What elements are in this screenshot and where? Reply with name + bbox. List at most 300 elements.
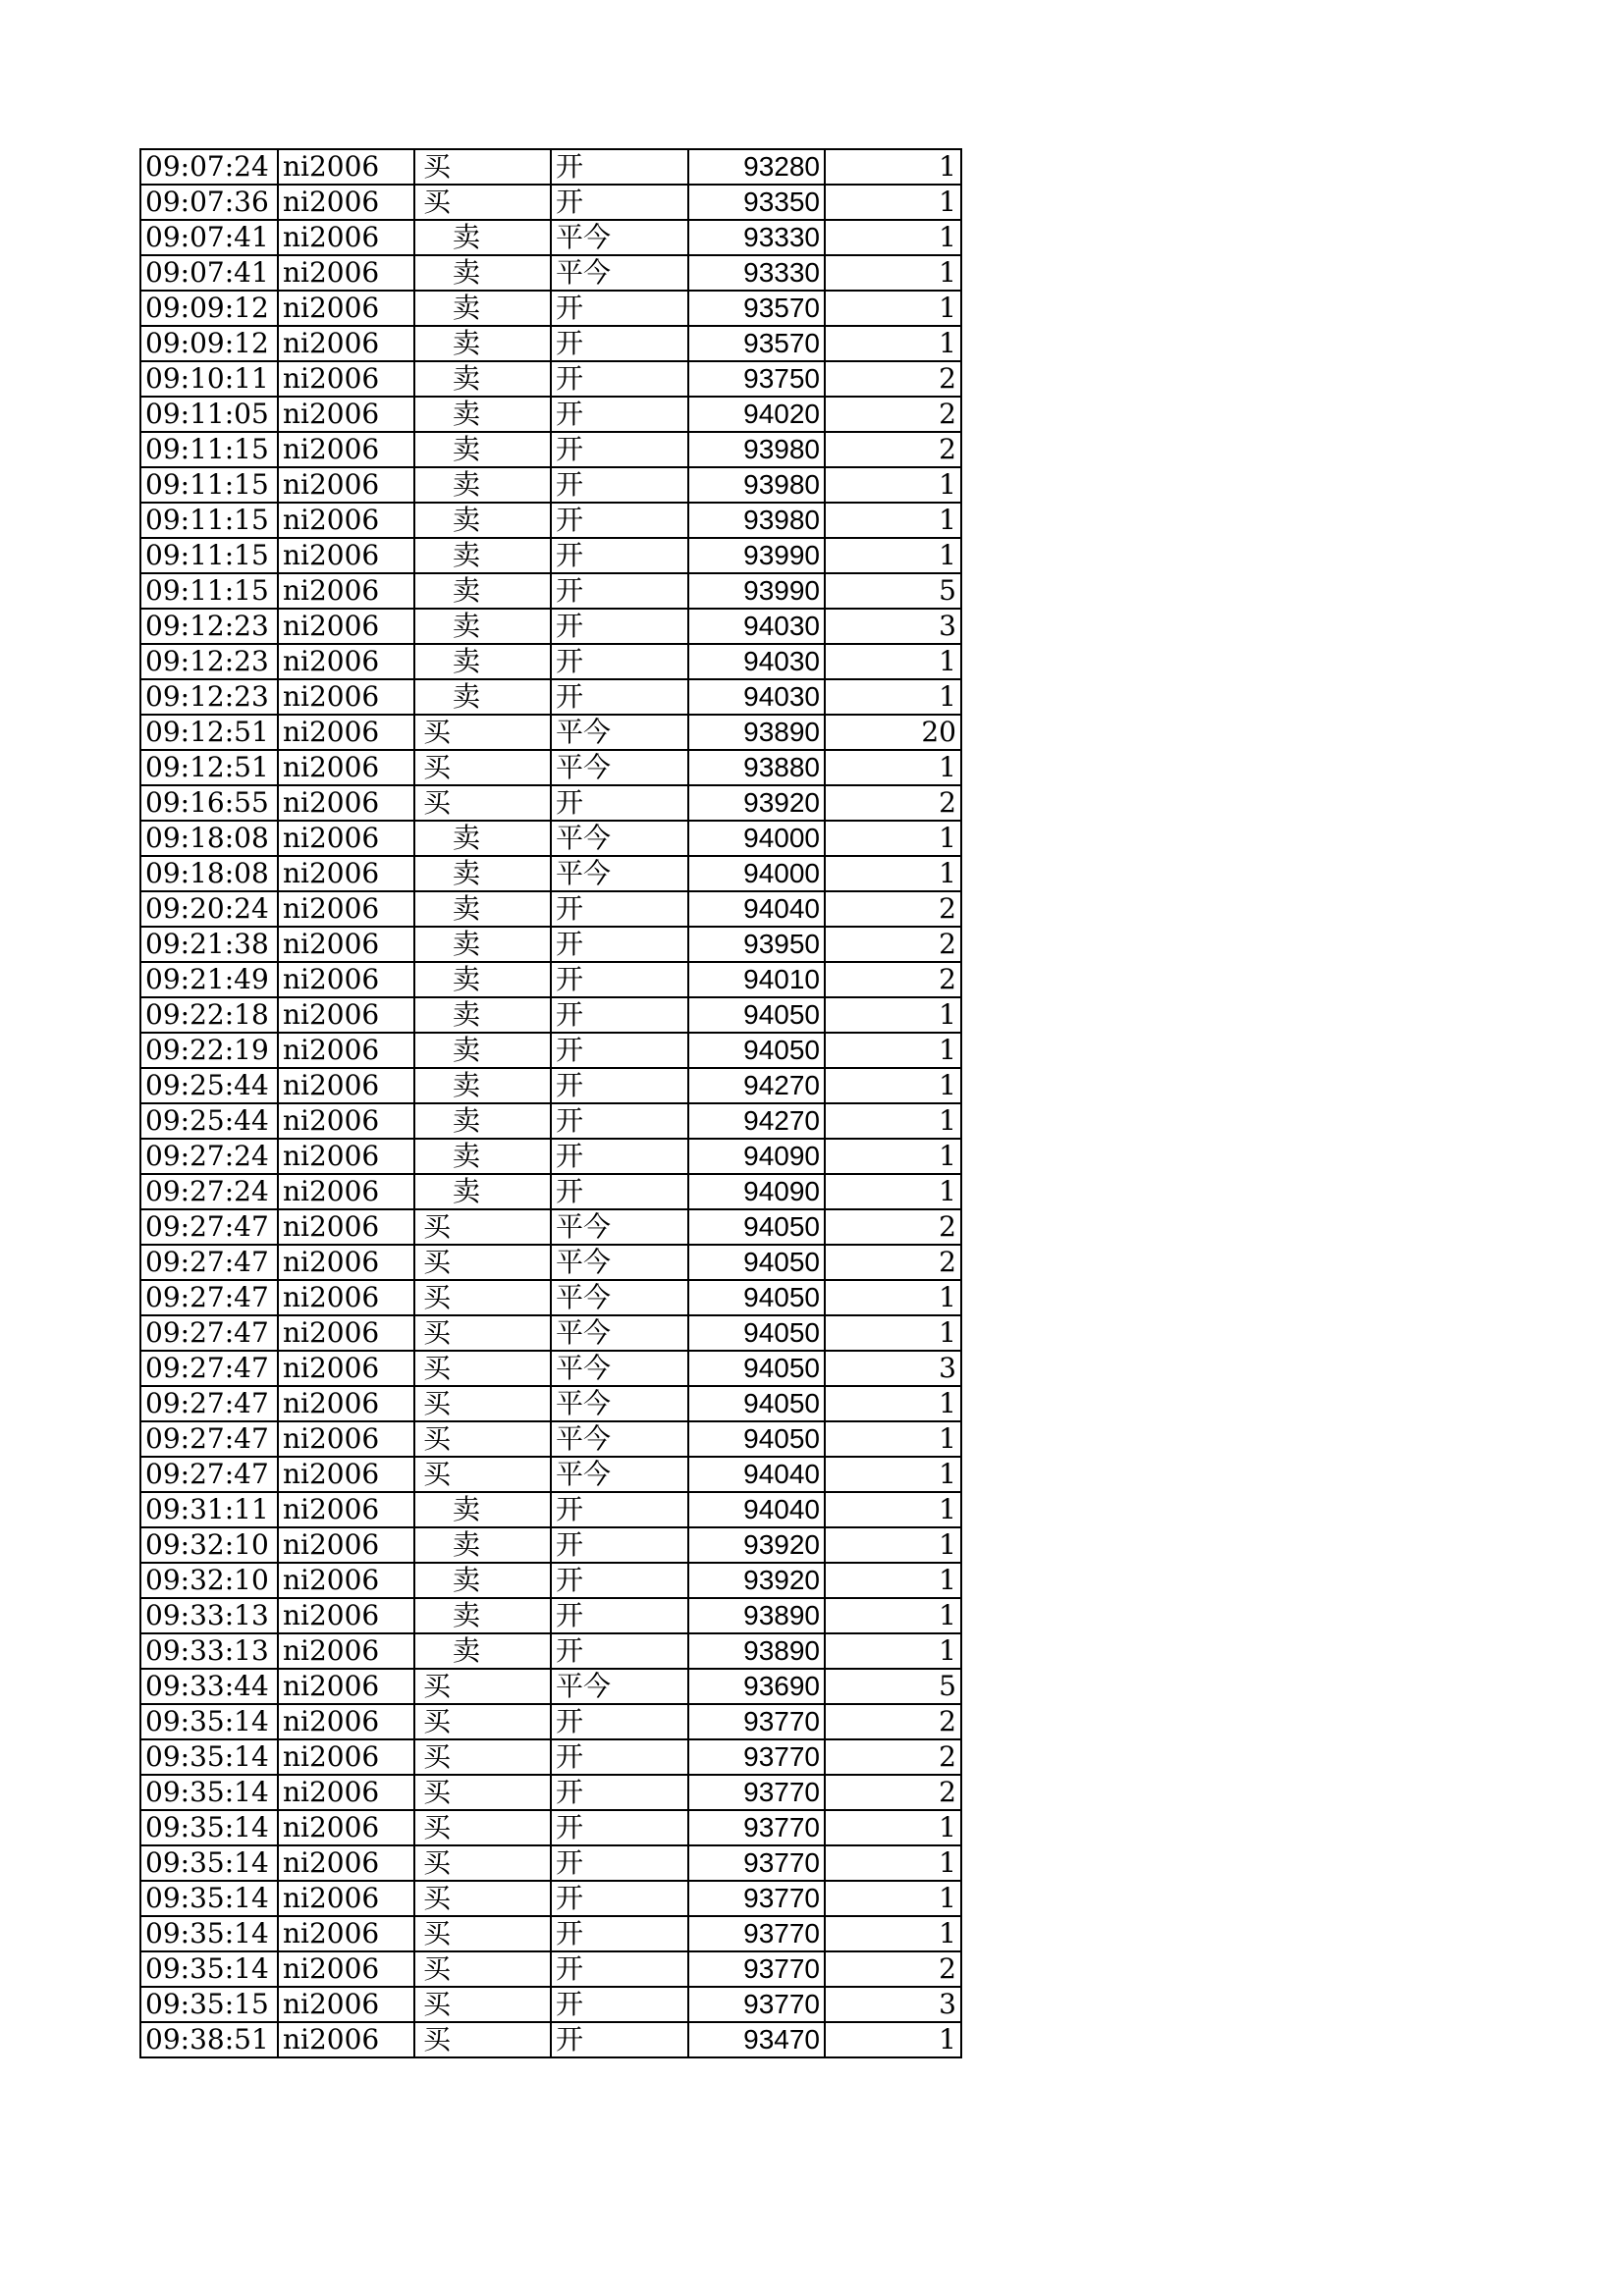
time-cell: 09:27:47 <box>140 1457 278 1492</box>
open-close-cell: 开 <box>551 361 688 397</box>
open-close-cell: 开 <box>551 679 688 715</box>
time-cell: 09:33:13 <box>140 1598 278 1633</box>
table-row <box>140 1704 961 1739</box>
direction-cell: 买 <box>414 1881 551 1916</box>
time-cell: 09:35:15 <box>140 1987 278 2022</box>
quantity-cell: 2 <box>825 927 961 962</box>
direction-cell: 买 <box>414 1739 551 1775</box>
price-cell: 94050 <box>688 1280 825 1315</box>
symbol-cell: ni2006 <box>278 361 414 397</box>
table-row <box>140 1845 961 1881</box>
time-cell: 09:38:51 <box>140 2022 278 2057</box>
direction-cell: 卖 <box>414 573 551 609</box>
quantity-cell: 1 <box>825 2022 961 2057</box>
quantity-cell: 2 <box>825 1951 961 1987</box>
quantity-cell: 1 <box>825 1139 961 1174</box>
open-close-cell: 开 <box>551 1704 688 1739</box>
direction-cell: 卖 <box>414 679 551 715</box>
table-row <box>140 1563 961 1598</box>
direction-cell: 买 <box>414 1386 551 1421</box>
price-cell: 93770 <box>688 1845 825 1881</box>
open-close-cell: 开 <box>551 785 688 821</box>
quantity-cell: 1 <box>825 856 961 891</box>
symbol-cell: ni2006 <box>278 785 414 821</box>
table-row <box>140 2022 961 2057</box>
price-cell: 94040 <box>688 891 825 927</box>
symbol-cell: ni2006 <box>278 397 414 432</box>
direction-cell: 卖 <box>414 644 551 679</box>
time-cell: 09:27:47 <box>140 1315 278 1351</box>
price-cell: 93690 <box>688 1669 825 1704</box>
symbol-cell: ni2006 <box>278 291 414 326</box>
time-cell: 09:35:14 <box>140 1739 278 1775</box>
direction-cell: 买 <box>414 750 551 785</box>
time-cell: 09:27:47 <box>140 1280 278 1315</box>
direction-cell: 买 <box>414 1916 551 1951</box>
symbol-cell: ni2006 <box>278 1987 414 2022</box>
direction-cell: 卖 <box>414 997 551 1033</box>
open-close-cell: 开 <box>551 891 688 927</box>
quantity-cell: 1 <box>825 503 961 538</box>
symbol-cell: ni2006 <box>278 1951 414 1987</box>
direction-cell: 卖 <box>414 1033 551 1068</box>
price-cell: 93770 <box>688 1987 825 2022</box>
quantity-cell: 1 <box>825 1563 961 1598</box>
quantity-cell: 3 <box>825 1987 961 2022</box>
quantity-cell: 1 <box>825 291 961 326</box>
price-cell: 94010 <box>688 962 825 997</box>
direction-cell: 买 <box>414 1987 551 2022</box>
price-cell: 93770 <box>688 1951 825 1987</box>
quantity-cell: 1 <box>825 149 961 185</box>
time-cell: 09:11:05 <box>140 397 278 432</box>
time-cell: 09:27:47 <box>140 1386 278 1421</box>
price-cell: 94050 <box>688 1421 825 1457</box>
price-cell: 94030 <box>688 679 825 715</box>
price-cell: 94000 <box>688 856 825 891</box>
quantity-cell: 1 <box>825 1633 961 1669</box>
symbol-cell: ni2006 <box>278 220 414 255</box>
symbol-cell: ni2006 <box>278 927 414 962</box>
open-close-cell: 平今 <box>551 1315 688 1351</box>
quantity-cell: 2 <box>825 361 961 397</box>
direction-cell: 卖 <box>414 1139 551 1174</box>
time-cell: 09:21:38 <box>140 927 278 962</box>
direction-cell: 卖 <box>414 1563 551 1598</box>
time-cell: 09:18:08 <box>140 856 278 891</box>
open-close-cell: 平今 <box>551 1386 688 1421</box>
table-row <box>140 1139 961 1174</box>
price-cell: 94000 <box>688 821 825 856</box>
direction-cell: 卖 <box>414 1068 551 1103</box>
direction-cell: 卖 <box>414 255 551 291</box>
quantity-cell: 1 <box>825 750 961 785</box>
time-cell: 09:27:24 <box>140 1174 278 1209</box>
quantity-cell: 1 <box>825 326 961 361</box>
direction-cell: 卖 <box>414 1103 551 1139</box>
table-row <box>140 1245 961 1280</box>
symbol-cell: ni2006 <box>278 1669 414 1704</box>
quantity-cell: 2 <box>825 962 961 997</box>
quantity-cell: 1 <box>825 1174 961 1209</box>
open-close-cell: 开 <box>551 609 688 644</box>
quantity-cell: 5 <box>825 573 961 609</box>
direction-cell: 卖 <box>414 538 551 573</box>
time-cell: 09:31:11 <box>140 1492 278 1527</box>
quantity-cell: 1 <box>825 1845 961 1881</box>
time-cell: 09:20:24 <box>140 891 278 927</box>
quantity-cell: 2 <box>825 432 961 467</box>
price-cell: 93330 <box>688 255 825 291</box>
table-row <box>140 538 961 573</box>
quantity-cell: 1 <box>825 997 961 1033</box>
symbol-cell: ni2006 <box>278 1315 414 1351</box>
open-close-cell: 开 <box>551 573 688 609</box>
direction-cell: 卖 <box>414 1174 551 1209</box>
open-close-cell: 开 <box>551 1633 688 1669</box>
open-close-cell: 开 <box>551 538 688 573</box>
table-row <box>140 1916 961 1951</box>
table-row <box>140 326 961 361</box>
open-close-cell: 开 <box>551 1987 688 2022</box>
time-cell: 09:09:12 <box>140 326 278 361</box>
symbol-cell: ni2006 <box>278 1245 414 1280</box>
symbol-cell: ni2006 <box>278 1633 414 1669</box>
time-cell: 09:12:23 <box>140 609 278 644</box>
table-row <box>140 609 961 644</box>
open-close-cell: 开 <box>551 1527 688 1563</box>
open-close-cell: 开 <box>551 467 688 503</box>
direction-cell: 卖 <box>414 432 551 467</box>
table-row <box>140 1457 961 1492</box>
quantity-cell: 1 <box>825 1315 961 1351</box>
price-cell: 93570 <box>688 326 825 361</box>
symbol-cell: ni2006 <box>278 679 414 715</box>
time-cell: 09:12:23 <box>140 644 278 679</box>
quantity-cell: 3 <box>825 1351 961 1386</box>
direction-cell: 卖 <box>414 962 551 997</box>
table-row <box>140 149 961 185</box>
table-row <box>140 220 961 255</box>
time-cell: 09:11:15 <box>140 432 278 467</box>
table-row <box>140 1280 961 1315</box>
open-close-cell: 平今 <box>551 750 688 785</box>
direction-cell: 卖 <box>414 891 551 927</box>
quantity-cell: 1 <box>825 1527 961 1563</box>
time-cell: 09:11:15 <box>140 538 278 573</box>
time-cell: 09:35:14 <box>140 1704 278 1739</box>
time-cell: 09:25:44 <box>140 1068 278 1103</box>
price-cell: 93890 <box>688 1633 825 1669</box>
open-close-cell: 开 <box>551 1103 688 1139</box>
time-cell: 09:22:18 <box>140 997 278 1033</box>
table-row <box>140 1739 961 1775</box>
direction-cell: 卖 <box>414 220 551 255</box>
price-cell: 93770 <box>688 1810 825 1845</box>
open-close-cell: 开 <box>551 2022 688 2057</box>
time-cell: 09:07:24 <box>140 149 278 185</box>
quantity-cell: 1 <box>825 1492 961 1527</box>
quantity-cell: 1 <box>825 1457 961 1492</box>
table-row <box>140 185 961 220</box>
price-cell: 93770 <box>688 1881 825 1916</box>
price-cell: 94050 <box>688 1351 825 1386</box>
direction-cell: 买 <box>414 1421 551 1457</box>
open-close-cell: 开 <box>551 927 688 962</box>
table-row <box>140 1033 961 1068</box>
price-cell: 94270 <box>688 1103 825 1139</box>
open-close-cell: 平今 <box>551 255 688 291</box>
time-cell: 09:27:24 <box>140 1139 278 1174</box>
price-cell: 93770 <box>688 1775 825 1810</box>
direction-cell: 买 <box>414 1315 551 1351</box>
price-cell: 93470 <box>688 2022 825 2057</box>
table-row <box>140 679 961 715</box>
time-cell: 09:11:15 <box>140 467 278 503</box>
direction-cell: 卖 <box>414 821 551 856</box>
quantity-cell: 2 <box>825 891 961 927</box>
price-cell: 93280 <box>688 149 825 185</box>
table-row <box>140 255 961 291</box>
direction-cell: 买 <box>414 1280 551 1315</box>
time-cell: 09:07:41 <box>140 220 278 255</box>
time-cell: 09:18:08 <box>140 821 278 856</box>
direction-cell: 卖 <box>414 1598 551 1633</box>
direction-cell: 卖 <box>414 1492 551 1527</box>
price-cell: 93880 <box>688 750 825 785</box>
quantity-cell: 2 <box>825 1209 961 1245</box>
quantity-cell: 1 <box>825 1386 961 1421</box>
price-cell: 94030 <box>688 644 825 679</box>
symbol-cell: ni2006 <box>278 1916 414 1951</box>
price-cell: 93990 <box>688 573 825 609</box>
direction-cell: 卖 <box>414 467 551 503</box>
table-row <box>140 1633 961 1669</box>
direction-cell: 买 <box>414 1669 551 1704</box>
table-row <box>140 432 961 467</box>
time-cell: 09:12:23 <box>140 679 278 715</box>
table-row <box>140 1598 961 1633</box>
symbol-cell: ni2006 <box>278 573 414 609</box>
price-cell: 94090 <box>688 1139 825 1174</box>
table-row <box>140 1492 961 1527</box>
table-row <box>140 467 961 503</box>
direction-cell: 卖 <box>414 927 551 962</box>
quantity-cell: 1 <box>825 1598 961 1633</box>
open-close-cell: 平今 <box>551 1245 688 1280</box>
symbol-cell: ni2006 <box>278 503 414 538</box>
table-row <box>140 715 961 750</box>
time-cell: 09:27:47 <box>140 1421 278 1457</box>
quantity-cell: 1 <box>825 1916 961 1951</box>
quantity-cell: 1 <box>825 1881 961 1916</box>
table-row <box>140 856 961 891</box>
time-cell: 09:35:14 <box>140 1775 278 1810</box>
direction-cell: 买 <box>414 149 551 185</box>
time-cell: 09:27:47 <box>140 1245 278 1280</box>
direction-cell: 买 <box>414 1351 551 1386</box>
price-cell: 94050 <box>688 1033 825 1068</box>
table-row <box>140 927 961 962</box>
table-row <box>140 962 961 997</box>
time-cell: 09:27:47 <box>140 1209 278 1245</box>
quantity-cell: 1 <box>825 1280 961 1315</box>
direction-cell: 卖 <box>414 397 551 432</box>
price-cell: 93990 <box>688 538 825 573</box>
price-cell: 93950 <box>688 927 825 962</box>
symbol-cell: ni2006 <box>278 326 414 361</box>
quantity-cell: 1 <box>825 1421 961 1457</box>
open-close-cell: 开 <box>551 1563 688 1598</box>
symbol-cell: ni2006 <box>278 149 414 185</box>
quantity-cell: 1 <box>825 679 961 715</box>
symbol-cell: ni2006 <box>278 1775 414 1810</box>
symbol-cell: ni2006 <box>278 255 414 291</box>
direction-cell: 买 <box>414 1810 551 1845</box>
open-close-cell: 开 <box>551 997 688 1033</box>
symbol-cell: ni2006 <box>278 609 414 644</box>
direction-cell: 卖 <box>414 856 551 891</box>
price-cell: 94030 <box>688 609 825 644</box>
direction-cell: 卖 <box>414 291 551 326</box>
table-row <box>140 573 961 609</box>
symbol-cell: ni2006 <box>278 750 414 785</box>
symbol-cell: ni2006 <box>278 1386 414 1421</box>
open-close-cell: 平今 <box>551 1209 688 1245</box>
symbol-cell: ni2006 <box>278 1845 414 1881</box>
price-cell: 94040 <box>688 1492 825 1527</box>
quantity-cell: 2 <box>825 1739 961 1775</box>
table-row <box>140 785 961 821</box>
direction-cell: 买 <box>414 785 551 821</box>
price-cell: 93980 <box>688 432 825 467</box>
time-cell: 09:35:14 <box>140 1845 278 1881</box>
time-cell: 09:09:12 <box>140 291 278 326</box>
open-close-cell: 平今 <box>551 821 688 856</box>
open-close-cell: 开 <box>551 962 688 997</box>
direction-cell: 买 <box>414 1951 551 1987</box>
symbol-cell: ni2006 <box>278 1139 414 1174</box>
time-cell: 09:32:10 <box>140 1563 278 1598</box>
symbol-cell: ni2006 <box>278 1704 414 1739</box>
open-close-cell: 开 <box>551 326 688 361</box>
direction-cell: 卖 <box>414 609 551 644</box>
symbol-cell: ni2006 <box>278 2022 414 2057</box>
price-cell: 93770 <box>688 1704 825 1739</box>
quantity-cell: 1 <box>825 185 961 220</box>
price-cell: 93980 <box>688 503 825 538</box>
quantity-cell: 2 <box>825 1775 961 1810</box>
symbol-cell: ni2006 <box>278 1068 414 1103</box>
table-row <box>140 1527 961 1563</box>
table-row <box>140 1421 961 1457</box>
price-cell: 93920 <box>688 1527 825 1563</box>
open-close-cell: 开 <box>551 1810 688 1845</box>
direction-cell: 买 <box>414 1704 551 1739</box>
direction-cell: 买 <box>414 1775 551 1810</box>
open-close-cell: 开 <box>551 1492 688 1527</box>
symbol-cell: ni2006 <box>278 962 414 997</box>
price-cell: 94090 <box>688 1174 825 1209</box>
open-close-cell: 开 <box>551 644 688 679</box>
price-cell: 94050 <box>688 997 825 1033</box>
symbol-cell: ni2006 <box>278 891 414 927</box>
price-cell: 94050 <box>688 1245 825 1280</box>
quantity-cell: 1 <box>825 220 961 255</box>
symbol-cell: ni2006 <box>278 1209 414 1245</box>
symbol-cell: ni2006 <box>278 1174 414 1209</box>
open-close-cell: 开 <box>551 185 688 220</box>
open-close-cell: 平今 <box>551 220 688 255</box>
quantity-cell: 1 <box>825 467 961 503</box>
table-row <box>140 1810 961 1845</box>
price-cell: 94270 <box>688 1068 825 1103</box>
table-row <box>140 1351 961 1386</box>
symbol-cell: ni2006 <box>278 1810 414 1845</box>
time-cell: 09:33:44 <box>140 1669 278 1704</box>
price-cell: 94050 <box>688 1209 825 1245</box>
direction-cell: 卖 <box>414 361 551 397</box>
table-row <box>140 1068 961 1103</box>
direction-cell: 卖 <box>414 503 551 538</box>
table-row <box>140 291 961 326</box>
open-close-cell: 平今 <box>551 1351 688 1386</box>
table-row <box>140 997 961 1033</box>
quantity-cell: 1 <box>825 255 961 291</box>
table-row <box>140 1669 961 1704</box>
open-close-cell: 开 <box>551 1739 688 1775</box>
symbol-cell: ni2006 <box>278 1033 414 1068</box>
quantity-cell: 1 <box>825 1068 961 1103</box>
table-row <box>140 1987 961 2022</box>
direction-cell: 卖 <box>414 1633 551 1669</box>
quantity-cell: 2 <box>825 397 961 432</box>
table-row <box>140 644 961 679</box>
price-cell: 94020 <box>688 397 825 432</box>
price-cell: 93920 <box>688 785 825 821</box>
table-row <box>140 1775 961 1810</box>
open-close-cell: 平今 <box>551 1669 688 1704</box>
time-cell: 09:11:15 <box>140 573 278 609</box>
price-cell: 93570 <box>688 291 825 326</box>
time-cell: 09:25:44 <box>140 1103 278 1139</box>
table-row <box>140 397 961 432</box>
price-cell: 94050 <box>688 1386 825 1421</box>
symbol-cell: ni2006 <box>278 1527 414 1563</box>
time-cell: 09:11:15 <box>140 503 278 538</box>
open-close-cell: 开 <box>551 1845 688 1881</box>
quantity-cell: 5 <box>825 1669 961 1704</box>
quantity-cell: 1 <box>825 821 961 856</box>
open-close-cell: 开 <box>551 432 688 467</box>
time-cell: 09:35:14 <box>140 1810 278 1845</box>
time-cell: 09:35:14 <box>140 1881 278 1916</box>
symbol-cell: ni2006 <box>278 1103 414 1139</box>
direction-cell: 卖 <box>414 1527 551 1563</box>
direction-cell: 买 <box>414 1245 551 1280</box>
open-close-cell: 开 <box>551 1951 688 1987</box>
price-cell: 93770 <box>688 1916 825 1951</box>
open-close-cell: 平今 <box>551 1421 688 1457</box>
quantity-cell: 2 <box>825 1245 961 1280</box>
symbol-cell: ni2006 <box>278 1351 414 1386</box>
direction-cell: 买 <box>414 185 551 220</box>
price-cell: 93350 <box>688 185 825 220</box>
open-close-cell: 开 <box>551 1598 688 1633</box>
open-close-cell: 开 <box>551 1916 688 1951</box>
symbol-cell: ni2006 <box>278 467 414 503</box>
price-cell: 93750 <box>688 361 825 397</box>
